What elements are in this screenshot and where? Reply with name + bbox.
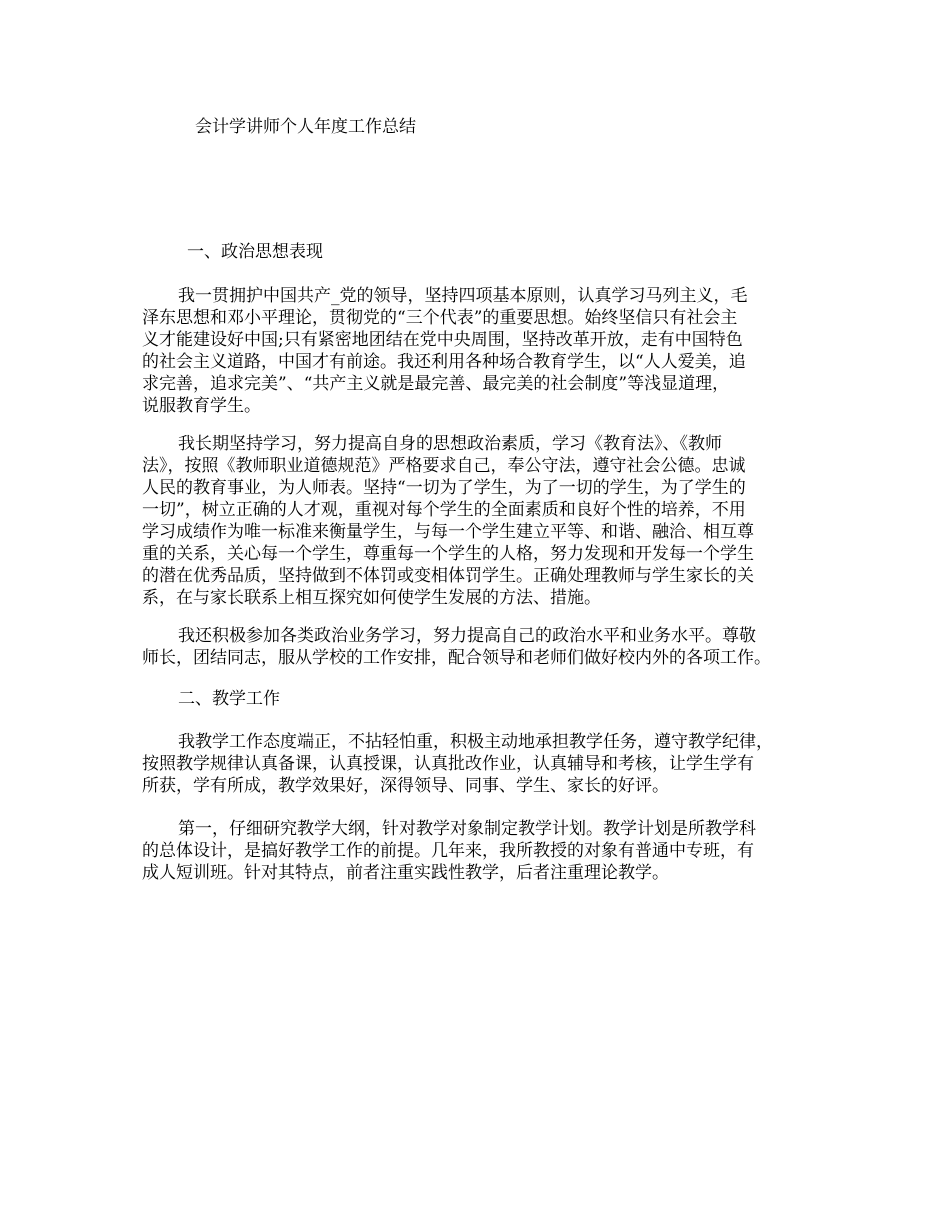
paragraph-line: 我教学工作态度端正，不拈轻怕重，积极主动地承担教学任务，遵守教学纪律， [178,732,773,752]
paragraph-line: 求完善，追求完美”、“共产主义就是最完善、最完美的社会制度”等浅显道理， [142,374,730,394]
paragraph-line: 一切”，树立正确的人才观，重视对每个学生的全面素质和良好个性的培养，不用 [142,500,746,520]
paragraph-line: 的总体设计，是搞好教学工作的前提。几年来，我所教授的对象有普通中专班，有 [142,841,754,861]
paragraph-line: 学习成绩作为唯一标准来衡量学生，与每一个学生建立平等、和谐、融洽、相互尊 [142,522,754,542]
section-heading-politics: 一、政治思想表现 [187,242,323,262]
paragraph-line: 泽东思想和邓小平理论，贯彻党的“三个代表”的重要思想。始终坚信只有社会主 [142,308,738,328]
paragraph-line: 按照教学规律认真备课，认真授课，认真批改作业，认真辅导和考核，让学生学有 [142,754,754,774]
section-heading-teaching: 二、教学工作 [178,689,280,709]
paragraph-teaching-1 [142,731,814,797]
paragraph-line: 我还积极参加各类政治业务学习，努力提高自己的政治水平和业务水平。尊敬 [178,626,756,646]
paragraph-line: 的社会主义道路，中国才有前途。我还利用各种场合教育学生，以“人人爱美，追 [142,352,746,372]
paragraph-line: 的潜在优秀品质，坚持做到不体罚或变相体罚学生。正确处理教师与学生家长的关 [142,566,754,586]
paragraph-line: 我一贯拥护中国共产_党的领导，坚持四项基本原则，认真学习马列主义，毛 [178,286,748,306]
paragraph-line: 法》，按照《教师职业道德规范》严格要求自己，奉公守法，遵守社会公德。忠诚 [142,456,746,476]
paragraph-line: 我长期坚持学习，努力提高自身的思想政治素质，学习《教育法》、《教师 [178,434,722,454]
paragraph-politics-2 [142,433,814,609]
paragraph-line: 成人短训班。针对其特点，前者注重实践性教学，后者注重理论教学。 [142,863,669,883]
paragraph-line: 说服教育学生。 [142,396,261,416]
document-title: 会计学讲师个人年度工作总结 [195,117,416,137]
paragraph-line: 义才能建设好中国;只有紧密地团结在党中央周围，坚持改革开放，走有中国特色 [142,330,743,350]
paragraph-line: 所获，学有所成，教学效果好，深得领导、同事、学生、家长的好评。 [142,776,669,796]
paragraph-line: 重的关系，关心每一个学生，尊重每一个学生的人格，努力发现和开发每一个学生 [142,544,754,564]
paragraph-politics-1 [142,285,814,417]
paragraph-line: 人民的教育事业，为人师表。坚持“一切为了学生，为了一切的学生，为了学生的 [142,478,746,498]
paragraph-line: 师长，团结同志，服从学校的工作安排，配合领导和老师们做好校内外的各项工作。 [142,648,771,668]
paragraph-teaching-2 [142,818,814,884]
paragraph-line: 第一，仔细研究教学大纲，针对教学对象制定教学计划。教学计划是所教学科 [178,819,756,839]
paragraph-line: 系，在与家长联系上相互探究如何使学生发展的方法、措施。 [142,588,601,608]
paragraph-politics-3 [142,625,814,669]
